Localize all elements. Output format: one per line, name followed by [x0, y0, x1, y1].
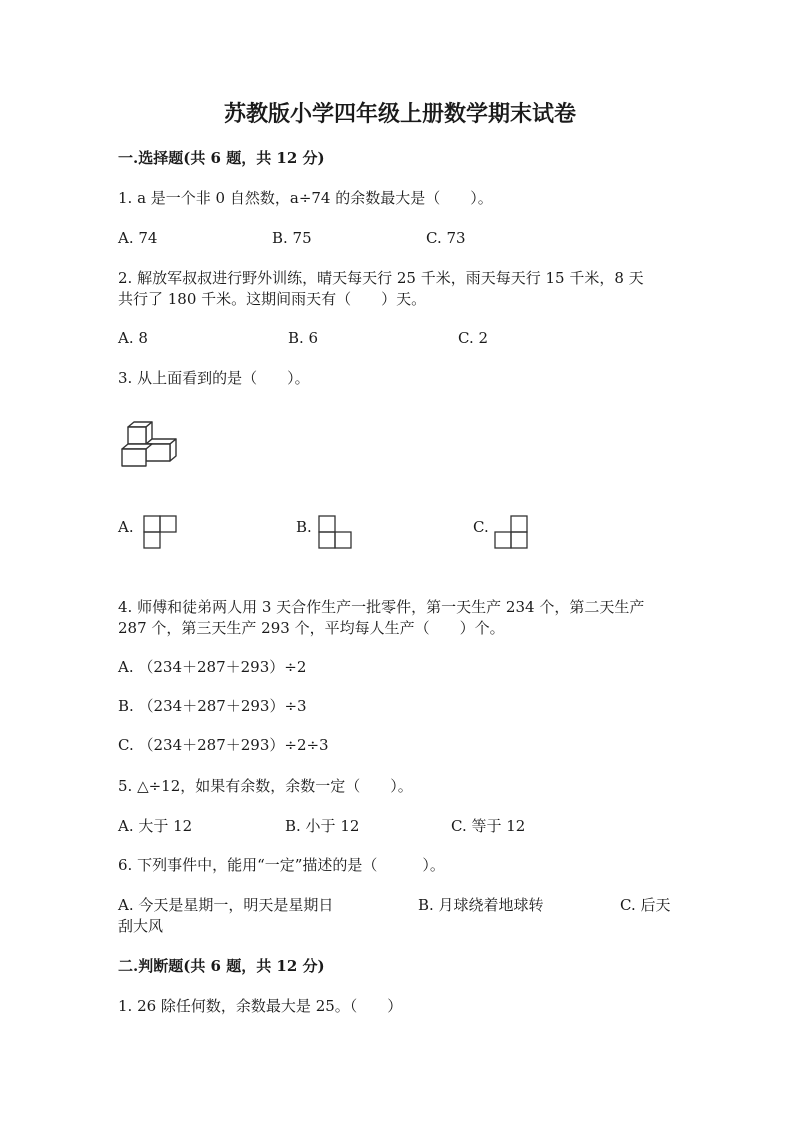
q5-option-b: B. 小于 12 — [285, 817, 360, 835]
q1-option-c: C. 73 — [426, 229, 466, 247]
q3-option-c-shape — [494, 515, 530, 551]
cube-stack-figure — [118, 418, 182, 468]
q2-option-c: C. 2 — [458, 329, 489, 347]
q3-option-b-shape — [318, 515, 354, 551]
judgment-question-1-text: 1. 26 除任何数，余数最大是 25。（ ） — [118, 997, 403, 1015]
q5-option-c: C. 等于 12 — [451, 817, 526, 835]
page-title: 苏教版小学四年级上册数学期末试卷 — [223, 101, 576, 127]
q4-option-c: C. （234＋287＋293）÷2÷3 — [118, 736, 329, 754]
section-1-heading: 一.选择题(共 6 题，共 12 分) — [118, 149, 325, 167]
q4-option-b: B. （234＋287＋293）÷3 — [118, 697, 307, 715]
q2-option-b: B. 6 — [288, 329, 319, 347]
q1-option-a: A. 74 — [118, 229, 158, 247]
q2-option-a: A. 8 — [118, 329, 148, 347]
question-3-text: 3. 从上面看到的是（ ）。 — [118, 369, 310, 387]
q1-option-b: B. 75 — [272, 229, 312, 247]
q6-option-b: B. 月球绕着地球转 — [418, 896, 544, 914]
q5-option-a: A. 大于 12 — [118, 817, 193, 835]
q3-option-a-shape — [143, 515, 179, 551]
q3-option-b-label: B. — [296, 518, 312, 536]
q3-option-c-label: C. — [473, 518, 489, 536]
q6-option-c-line2: 刮大风 — [118, 917, 164, 935]
question-6-text: 6. 下列事件中，能用“一定”描述的是（ ）。 — [118, 856, 445, 874]
question-2-text-line2: 共行了 180 千米。这期间雨天有（ ）天。 — [118, 290, 427, 308]
question-4-text-line2: 287 个，第三天生产 293 个，平均每人生产（ ）个。 — [118, 619, 505, 637]
q4-option-a: A. （234＋287＋293）÷2 — [118, 658, 307, 676]
question-2-text-line1: 2. 解放军叔叔进行野外训练，晴天每天行 25 千米，雨天每天行 15 千米，8 天 — [118, 269, 644, 287]
q3-option-a-label: A. — [118, 518, 134, 536]
question-4-text-line1: 4. 师傅和徒弟两人用 3 天合作生产一批零件，第一天生产 234 个，第二天生产 — [118, 598, 645, 616]
question-5-text: 5. △÷12，如果有余数，余数一定（ ）。 — [118, 777, 413, 795]
section-2-heading: 二.判断题(共 6 题，共 12 分) — [118, 957, 325, 975]
question-1-text: 1. a 是一个非 0 自然数，a÷74 的余数最大是（ ）。 — [118, 189, 493, 207]
q6-option-c-line1: C. 后天 — [620, 896, 671, 914]
q6-option-a: A. 今天是星期一，明天是星期日 — [118, 896, 334, 914]
